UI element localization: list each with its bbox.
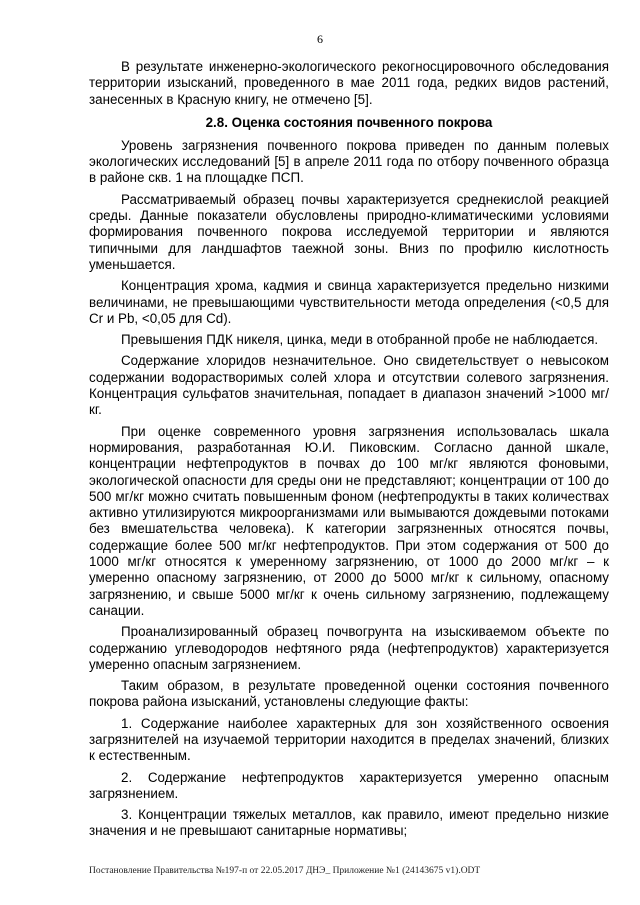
page-number: 6 [317,32,323,46]
list-item: 3. Концентрации тяжелых металлов, как правило, имеют предельно низкие значения и не превышают санитарные нормативы; [89,807,609,839]
document-footer: Постановление Правительства №197-п от 22.05.2017 ДНЭ_ Приложение №1 (24143675 v1).ODT [89,866,481,876]
paragraph: Таким образом, в результате проведенной оценки состояния почвенного покрова района изысканий, установлены следующие факты: [89,678,609,710]
paragraph: Содержание хлоридов незначительное. Оно свидетельствует о невысоком содержании водорастворимых солей хлора и отсутствии солевого загрязнения. Концентрация сульфатов значительная, попадает в диапазон значений >1000 мг/кг. [89,353,609,418]
paragraph: Концентрация хрома, кадмия и свинца характеризуется предельно низкими величинами, не превышающими чувствительности метода определения (<0,5 для Cr и Pb, <0,05 для Cd). [89,278,609,326]
list-item: 2. Содержание нефтепродуктов характеризуется умеренно опасным загрязнением. [89,769,609,801]
paragraph: Уровень загрязнения почвенного покрова приведен по данным полевых экологических исследований [5] в апреле 2011 года по отбору почвенного образца в районе скв. 1 на площадке ПСП. [89,137,609,186]
paragraph: Превышения ПДК никеля, цинка, меди в отобранной пробе не наблюдается. [121,332,599,348]
section-title: 2.8. Оценка состояния почвенного покрова [205,114,493,130]
paragraph: Проанализированный образец почвогрунта на изыскиваемом объекте по содержанию углеводородов нефтяного ряда (нефтепродуктов) характеризуется умеренно опасным загрязнением. [89,624,609,672]
document-body [89,59,609,845]
paragraph: При оценке современного уровня загрязнения использовалась шкала нормирования, разработанная Ю.И. Пиковским. Согласно данной шкале, концентрации нефтепродуктов в почвах до 100 мг/кг являются фоновыми, экологической опасности для среды они не представляют; концентрации от 100 до 500 мг/кг можно считать повышенным фоном (нефтепродукты в таких количествах активно утилизируются микроорганизмами или вымываются дождевыми потоками без вмешательства человека). К категории загрязненных относятся почвы, содержащие более 500 мг/кг нефтепродуктов. При этом содержания от 500 до 1000 мг/кг относятся к умеренному загрязнению, от 1000 до 2000 мг/кг – к умеренно опасному загрязнению, от 2000 до 5000 мг/кг к сильному, опасному загрязнению, и свыше 5000 мг/кг к очень сильному загрязнению, подлежащему санации. [89,423,609,618]
intro-paragraph: В результате инженерно-экологического рекогносцировочного обследования территории изысканий, проведенного в мае 2011 года, редких видов растений, занесенных в Красную книгу, не отмечено [5]. [89,59,609,107]
list-item: 1. Содержание наиболее характерных для зон хозяйственного освоения загрязнителей на изучаемой территории находится в пределах значений, близких к естественным. [89,715,609,764]
paragraph: Рассматриваемый образец почвы характеризуется среднекислой реакцией среды. Данные показатели обусловлены природно-климатическими условиями формирования почвенного покрова исследуемой территории и являются типичными для ландшафтов таежной зоны. Вниз по профилю кислотность уменьшается. [89,191,609,272]
